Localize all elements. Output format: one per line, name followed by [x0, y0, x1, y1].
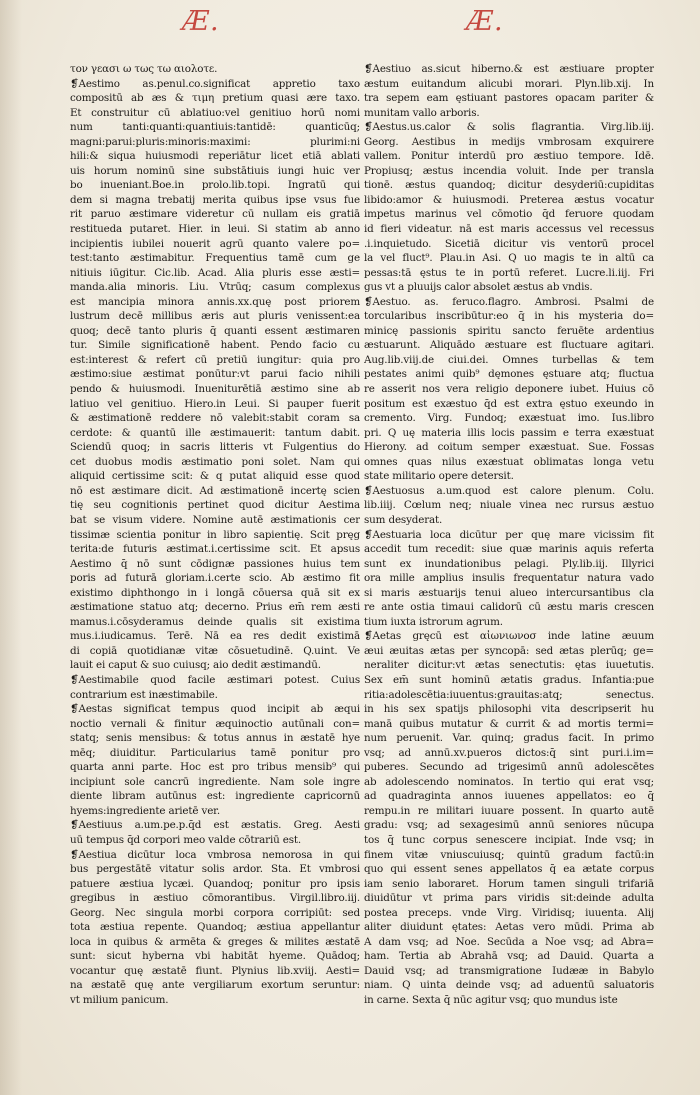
- running-head-left: Æ.: [182, 6, 220, 37]
- text-line: hyems:ingrediente arietē ver.: [70, 804, 220, 817]
- text-line: re asserit nos vera religio deponere iubet. Huius cō: [364, 383, 654, 396]
- text-line: lustrum decē millibus æris aut pluris venissent:ea: [70, 310, 360, 323]
- text-line: gregibus in æstiuo cōmorantibus. Virgil.libro.iij.: [70, 892, 360, 905]
- text-line: nitiuis iūgitur. Cic.lib. Acad. Alia pluris esse æsti=: [70, 266, 360, 279]
- text-line: Aug.lib.viij.de ciui.dei. Omnes turbellas & tem: [364, 353, 654, 366]
- text-line: quo qui essent senes appellatos q̄ ea ætate corpus: [364, 863, 654, 876]
- text-line: Aestimo q̄ nō sunt cōdignæ passiones huius tem: [70, 557, 360, 570]
- text-line: state militario opere detersit.: [364, 470, 514, 483]
- text-line: Georg. Aestibus in medijs vmbrosam exquirere: [364, 135, 654, 148]
- text-line: Sex em̄ sunt hominū ætatis gradus. Infantia:pue: [364, 673, 654, 686]
- text-line: ❡Aestus.us.calor & solis flagrantia. Virg.lib.iij.: [364, 121, 654, 134]
- text-line: munitam vallo arboris.: [364, 106, 480, 119]
- text-line: niam. Q uinta deinde vsq; ad aduentū saluatoris: [364, 979, 654, 992]
- text-line: postea preceps. vnde Virg. Viridisq; iuuenta. Alij: [364, 906, 654, 919]
- text-line: τον γεασι ω τως τω αιολοτε.: [70, 63, 218, 75]
- text-line: pri. Q uę materia illis locis passim e terra exæstuat: [364, 426, 654, 439]
- text-line: di copiā quotidianæ vitæ cōsuetudinē. Q.uint. Ve: [70, 644, 360, 657]
- text-line: sum desyderat.: [364, 513, 443, 526]
- text-line: nō est æstimare dicit. Ad æstimationē incertę scien: [70, 484, 360, 497]
- text-line: A dam vsq; ad Noe. Secūda a Noe vsq; ad Abra=: [364, 935, 654, 948]
- text-line: in carne. Sexta q̄ nūc agitur vsq; quo mundus iste: [364, 994, 618, 1006]
- text-line: tur. Simile significationē habent. Pendo facio cu: [70, 339, 360, 352]
- text-line: aliter diuidunt ętates: Aetas vero mūdi. Prima ab: [364, 921, 654, 934]
- text-line: æstuarunt. Aliquādo æstuare est fluctuare agitari.: [364, 339, 654, 352]
- text-line: ❡Aestas significat tempus quod incipit ab æqui: [70, 703, 360, 716]
- text-line: finem vitæ vniuscuiusq; quintū gradum factū:in: [364, 848, 654, 861]
- text-line: Et construitur cū ablatiuo:vel genitiuo horū nomi: [70, 106, 360, 119]
- text-line: mēq; diuiditur. Particularius tamē ponitur pro: [70, 746, 360, 759]
- text-line: æstimo:siue æstimat ponūtur:vt parui facio nihili: [70, 368, 360, 381]
- text-line: puberes. Secundo ad trigesimū annū adolescētes: [364, 761, 654, 774]
- text-line: manā quibus mutatur & currit & ad mortis termi=: [364, 717, 654, 730]
- text-line: Georg. Nec singula morbi corpora corripiūt: sed: [70, 906, 360, 919]
- text-line: libido:amor & huiusmodi. Preterea æstus vocatur: [364, 193, 654, 206]
- text-line: noctio vernali & finitur æquinoctio autūnali con=: [70, 717, 360, 730]
- text-line: incipientis iubilei nouerit agrū quanto valere po=: [70, 237, 360, 250]
- text-line: si maris æstuarijs tenui alueo intercursantibus cla: [364, 586, 654, 599]
- text-line: ❡Aestuosus a.um.quod est calore plenum. Colu.: [364, 484, 654, 497]
- text-line: tra sepem eam ęstiuant pastores opacam pariter &: [364, 92, 654, 105]
- text-line: cerdote: & quantū ille æstimauerit: tantum dabit.: [70, 426, 360, 439]
- text-line: ora mille amplius insulis frequentatur natura vado: [364, 572, 654, 585]
- text-line: ❡Aestuaria loca dicūtur per quę mare vicissim fit: [364, 528, 654, 541]
- text-line: æstimatione statuo atq; decerno. Prius em̄ rem æsti: [70, 601, 360, 614]
- text-line: vsq; ad annū.xv.pueros dictos:q̄ sint puri.i.im=: [364, 746, 654, 759]
- text-line: vocantur quę æstatē fiunt. Plynius lib.xviij. Aesti=: [70, 964, 360, 977]
- text-line: test:tanto æstimabitur. Frequentius tamē cum ge: [70, 252, 360, 265]
- text-line: ham. Tertia ab Abrahā vsq; ad Dauid. Quarta a: [364, 950, 654, 963]
- text-line: existimo diphthongo in i longā cōuersa quā sit ex: [70, 586, 360, 599]
- text-line: impetus marinus vel cōmotio q̄d feruore quodam: [364, 208, 654, 221]
- text-line: rit paruo æstimare videretur cū nullam eis gratiā: [70, 208, 360, 221]
- text-line: dem si magna trebatij merita quibus ipse vsus fue: [70, 193, 360, 206]
- text-line: gus vt a pluuijs calor absolet æstus ab vndis.: [364, 281, 593, 294]
- text-line: tissimæ scientia ponitur in libro sapientię. Scit pręg: [70, 528, 360, 541]
- text-line: terita:de futuris æstimat.i.certissime scit. Et apsus: [70, 543, 360, 556]
- text-line: est mancipia minora annis.xx.quę post priorem: [70, 295, 360, 308]
- text-line: vt milium panicum.: [70, 994, 169, 1006]
- text-line: compositū ab æs & τιμη pretium quasi ære taxo.: [70, 92, 360, 105]
- text-line: æui æuitas ætas per syncopā: sed ætas plerūq; ge=: [364, 644, 654, 657]
- text-line: omnes quas nilus exæstuat oblimatas longa vetu: [364, 455, 654, 468]
- text-line: ❡Aestimo as.penul.co.significat appretio taxo: [70, 77, 360, 90]
- text-line: ❡Aestiuo as.sicut hiberno.& est æstiuare propter: [364, 63, 654, 75]
- text-line: hili:& siqua huiusmodi reperiātur licet etiā ablati: [70, 150, 360, 163]
- text-line: in his sex spatijs philosophi vita descripserit hu: [364, 703, 654, 716]
- text-line: lib.iiij. Cœlum neq; niuale vinea nec rursus æstuo: [364, 499, 654, 512]
- text-line: tię seu cognitionis pertinet quod dicitur Aestima: [70, 499, 360, 512]
- text-line: bo inueniant.Boe.in prolo.lib.topi. Ingratū qui: [70, 179, 360, 192]
- text-line: ❡Aetas gręcū est αἰωνιωνοσ inde latine æuum: [364, 630, 654, 643]
- text-line: pendo & huiusmodi. Inueniturētiā æstimo sine ab: [70, 383, 360, 396]
- left-text-column: [70, 62, 360, 1008]
- text-line: ad quadraginta annos iuuenes appellatos: eo q̄: [364, 790, 654, 803]
- text-line: statq; senis mensibus: & totus annus in æstatē hye: [70, 732, 360, 745]
- text-line: poris ad futurā gloriam.i.certe scio. Ab æstimo fit: [70, 572, 360, 585]
- text-line: na æstatē quę ante vergiliarum exortum seruntur:: [70, 979, 360, 992]
- text-line: aliquid certissime scit: & q putat aliquid esse quod: [70, 470, 360, 483]
- text-line: .i.inquietudo. Sicetiā dicitur vis ventorū procel: [364, 237, 654, 250]
- text-line: quoq; decē tanto pluris q̄ quanti essent æstimaren: [70, 324, 360, 337]
- text-line: torcularibus inscribūtur:eo q̄ in his mysteria do=: [364, 310, 654, 323]
- text-line: ❡Aestuo. as. feruco.flagro. Ambrosi. Psalmi de: [364, 295, 654, 308]
- text-line: Hierony. ad coitum semper exæstuat. Sue. Fossas: [364, 441, 654, 454]
- text-line: tos q̄ tunc corpus senescere incipiat. Inde vsq; in: [364, 833, 654, 846]
- text-line: id fieri videatur. nā est maris accessus vel recessus: [364, 223, 654, 236]
- text-line: restitueda putaret. Hier. in leui. Si statim ab anno: [70, 223, 360, 236]
- text-line: cremento. Virg. Fundoq; exæstuat imo. Ius.libro: [364, 412, 654, 425]
- text-line: mamus.i.cōsyderamus deinde qualis sit existima: [70, 615, 360, 628]
- text-line: diente libram autūnus est: ingrediente capricornū: [70, 790, 360, 803]
- text-line: ritia:adolescētia:iuuentus:grauitas:atq; senectus.: [364, 688, 654, 701]
- text-line: iam senio laboraret. Horum tamen singuli trifariā: [364, 877, 654, 890]
- running-head-right: Æ.: [466, 6, 504, 37]
- gutter-shadow: [0, 0, 22, 1095]
- text-line: Propiusq; æstus incendia voluit. Inde per transla: [364, 164, 654, 177]
- text-line: quarta anni parte. Hoc est pro tribus mensib⁹ qui: [70, 761, 360, 774]
- text-line: uū tempus q̄d corpori meo valde cōtrariū est.: [70, 833, 302, 846]
- text-line: positum est exæstuo q̄d est extra ęstuo exeundo in: [364, 397, 654, 410]
- text-line: accedit tum recedit: siue quæ marinis aquis referta: [364, 543, 654, 556]
- text-line: num peruenit. Var. quinq; gradus facit. In primo: [364, 732, 654, 745]
- text-line: gradu: vsq; ad sexagesimū annū seniores nūcupa: [364, 819, 654, 832]
- text-line: uis horum nominū sine substātiuis iungi huic ver: [70, 164, 360, 177]
- text-line: tota æstiua repente. Quandoq; æstiua appellantur: [70, 921, 360, 934]
- right-text-column: [364, 62, 654, 1008]
- text-line: magni:parui:pluris:minoris:maximi: plurimi:ni: [70, 135, 360, 148]
- text-line: ❡Aestiuus a.um.pe.p.q̄d est æstatis. Greg. Aesti: [70, 819, 360, 832]
- text-line: la vel fluct⁹. Plau.in Asi. Q uo magis te in altū ca: [364, 252, 654, 265]
- text-line: & æstimationē reddere nō valebit:stabit coram sa: [70, 412, 360, 425]
- text-line: bat se visum videre. Nomine autē æstimationis cer: [70, 513, 360, 526]
- text-line: re ante ostia timaui calidorū cū æstu maris crescen: [364, 601, 654, 614]
- text-line: pessas:tā ęstus te in portū referet. Lucre.li.iij. Fri: [364, 266, 654, 279]
- text-line: sunt ex inundationibus pelagi. Ply.lib.iij. Illyrici: [364, 557, 654, 570]
- text-line: ❡Aestimabile quod facile æstimari potest. Cuius: [70, 673, 360, 686]
- text-line: ab adolescendo nominatos. In tertio qui erat vsq;: [364, 775, 654, 788]
- text-line: minicę passionis spiritu sancto feruēte ardentius: [364, 324, 654, 337]
- text-line: rempu.in re militari iuuare possent. In quarto autē: [364, 804, 654, 817]
- text-line: contrarium est inæstimabile.: [70, 688, 218, 701]
- text-line: æstum euitandum alicubi morari. Plyn.lib.xij. In: [364, 77, 654, 90]
- text-line: mus.i.iudicamus. Terē. Nā ea res dedit existimā: [70, 630, 360, 643]
- text-line: sunt: sicut hyberna vbi habitāt hyeme. Quādoq;: [70, 950, 360, 963]
- text-line: Dauid vsq; ad transmigratione Iudææ in Babylo: [364, 964, 654, 977]
- text-line: neraliter dicitur:vt ætas senectutis: ętas iuuetutis.: [364, 659, 654, 672]
- text-line: Sciendū quoq; in sacris litteris vt Fulgentius do: [70, 441, 360, 454]
- text-line: latiuo vel genitiuo. Hiero.in Leui. Si pauper fuerit: [70, 397, 360, 410]
- text-line: vallem. Ponitur interdū pro æstiuo tempore. Idē.: [364, 150, 654, 163]
- text-line: tionē. æstus quandoq; dicitur desyderiū:cupiditas: [364, 179, 654, 192]
- text-line: incipiunt sole cancrū ingrediente. Nam sole ingre: [70, 775, 360, 788]
- text-line: pestates animi quib⁹ dęmones ęstuare atq; fluctua: [364, 368, 654, 381]
- text-line: patuere æstiua lycæi. Quandoq; ponitur pro ipsis: [70, 877, 360, 890]
- text-line: ❡Aestiua dicūtur loca vmbrosa nemorosa in qui: [70, 848, 360, 861]
- text-line: loca in quibus & armēta & greges & milites æstatē: [70, 935, 360, 948]
- text-line: tium iuxta istrorum agrum.: [364, 615, 503, 628]
- text-line: num tanti:quanti:quantiuis:tantidē: quanticūq;: [70, 121, 360, 134]
- text-line: manda.alia minoris. Liu. Vtrūq; casum complexus: [70, 281, 360, 294]
- text-line: cet duobus modis æstimatio poni solet. Nam qui: [70, 455, 360, 468]
- text-line: bus pergestātē vitatur solis ardor. Sta. Et vmbrosi: [70, 863, 360, 876]
- text-line: diuidūtur vt prima pars viridis sit:deinde adulta: [364, 892, 654, 905]
- text-line: est:interest & refert cū pretiū iungitur: quia pro: [70, 353, 360, 366]
- text-line: lauit ei caput & suo cuiusq; aio dedit æstimandū.: [70, 659, 321, 672]
